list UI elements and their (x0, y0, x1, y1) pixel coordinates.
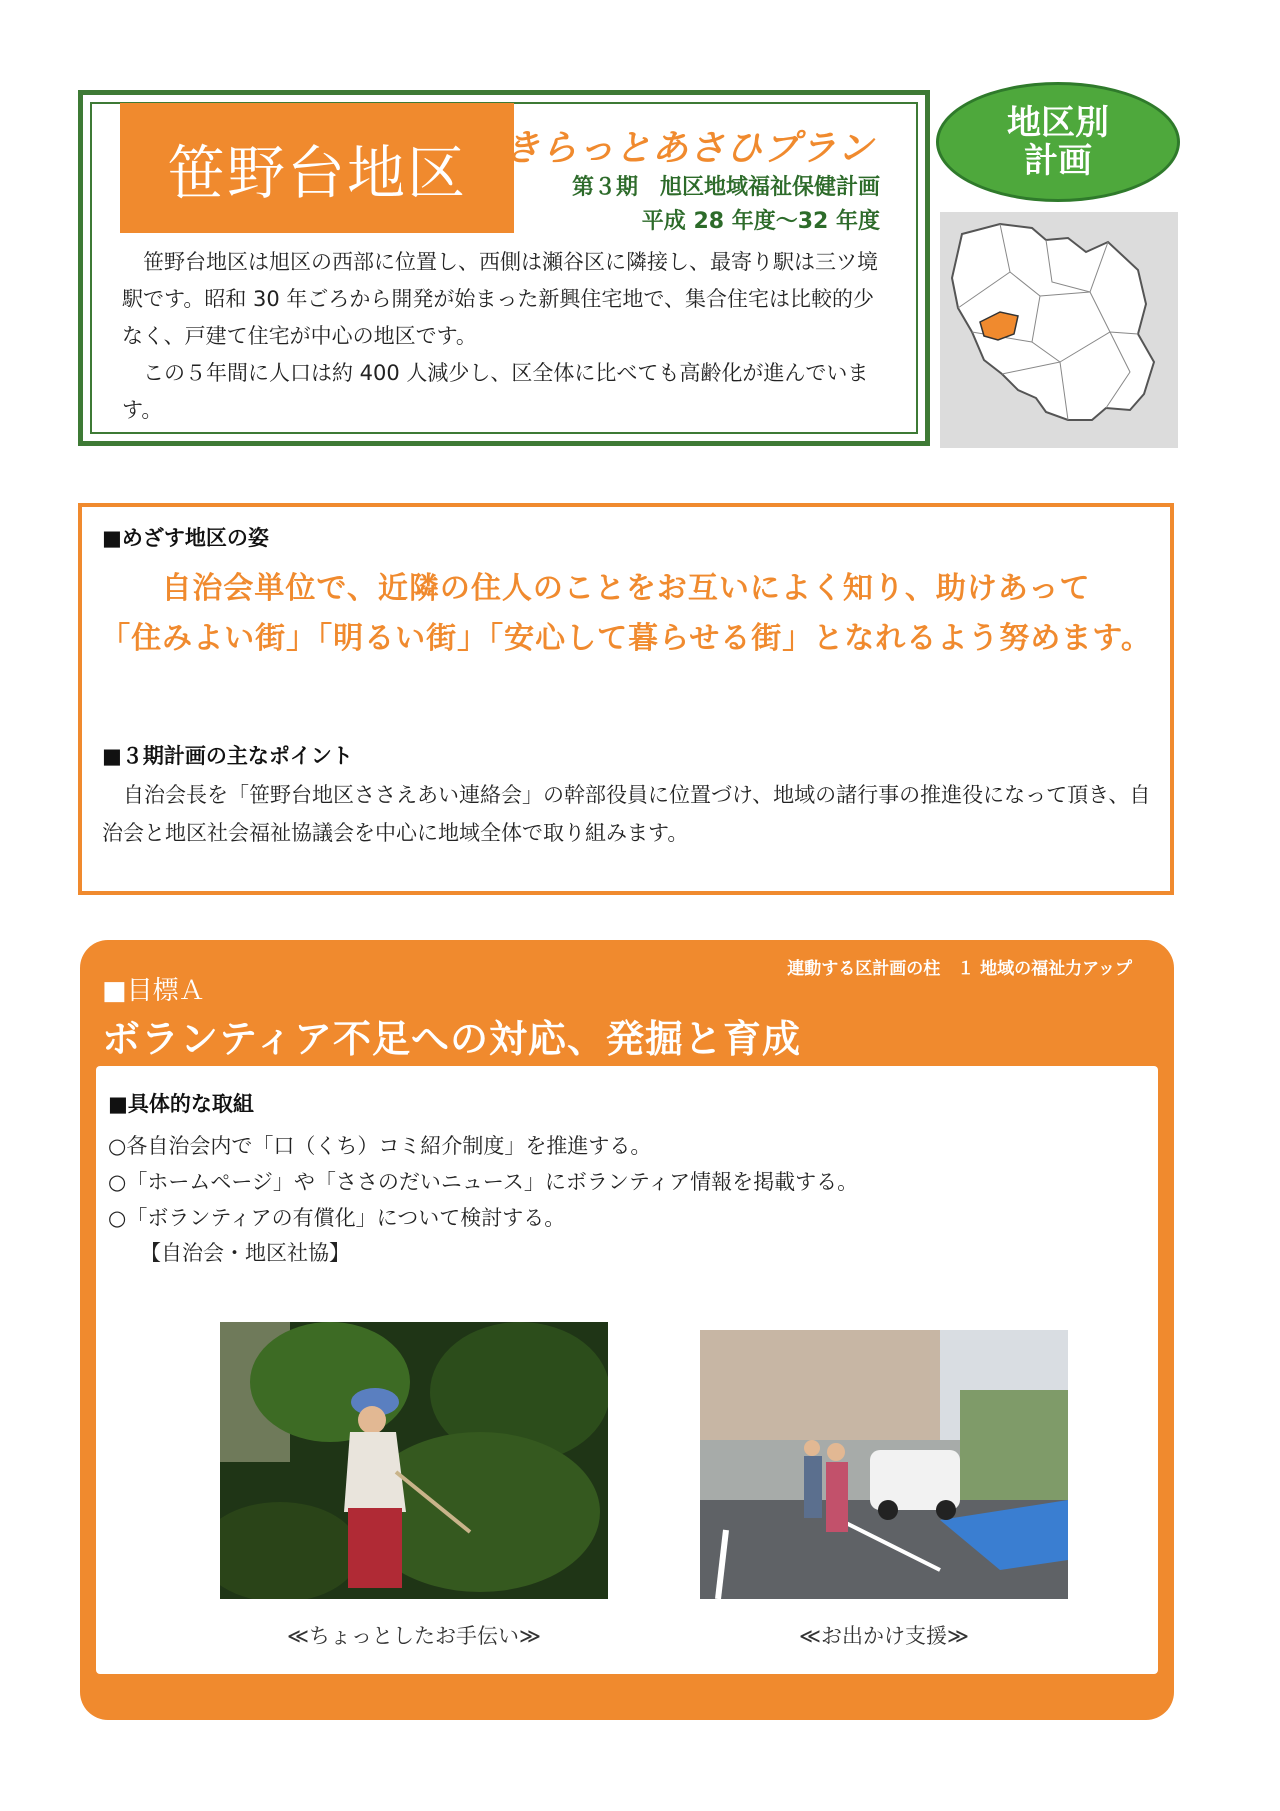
photo-caption: ≪お出かけ支援≫ (799, 1624, 969, 1648)
intro-paragraph: この５年間に人口は約 400 人減少し、区全体に比べても高齢化が進んでいます。 (122, 361, 869, 422)
intro-paragraph: 笹野台地区は旭区の西部に位置し、西側は瀬谷区に隣接し、最寄り駅は三ツ境駅です。昭和 30 年ごろから開発が始まった新興住宅地で、集合住宅は比較的少なく、戸建て住宅が中心の地区です。 (122, 250, 878, 348)
district-title-box (120, 103, 514, 233)
goal-label: ■目標Ａ (102, 976, 205, 1006)
list-item: ○「ボランティアの有償化」について検討する。 (108, 1206, 566, 1230)
vision-statement-line: 「住みよい街」「明るい街」「安心して暮らせる街」となれるよう努めます。 (100, 621, 1152, 656)
vision-heading: ■めざす地区の姿 (102, 526, 269, 550)
plan-points-text (102, 776, 1162, 852)
action-list (108, 1128, 1138, 1236)
outing-photo-icon (700, 1330, 1068, 1599)
list-item: ○各自治会内で「口（くち）コミ紹介制度」を推進する。 (108, 1134, 652, 1158)
goal-pillar-label: 連動する区計画の柱 １ 地域の福祉力アップ (787, 959, 1132, 979)
plan-points-heading: ■３期計画の主なポイント (102, 744, 353, 768)
plan-name: きらっとあさひプラン (503, 128, 874, 169)
district-map (940, 212, 1178, 448)
badge-line: 計画 (1024, 141, 1092, 181)
gardening-photo-icon (220, 1322, 608, 1599)
plan-points-paragraph: 自治会長を「笹野台地区ささえあい連絡会」の幹部役員に位置づけ、地域の諸行事の推進役になって頂き、自治会と地区社会福祉協議会を中心に地域全体で取り組みます。 (102, 783, 1151, 845)
list-item: ○「ホームページ」や「ささのだいニュース」にボランティア情報を掲載する。 (108, 1170, 859, 1194)
intro-text (122, 244, 882, 429)
photo-outing-support (700, 1330, 1068, 1599)
goal-title: ボランティア不足への対応、発掘と育成 (102, 1017, 801, 1061)
actions-heading: ■具体的な取組 (108, 1092, 254, 1116)
district-plan-badge (936, 82, 1180, 202)
photo-gardening (220, 1322, 608, 1599)
ward-map-icon (940, 212, 1178, 448)
photo-caption: ≪ちょっとしたお手伝い≫ (287, 1624, 541, 1648)
responsible-parties: 【自治会・地区社協】 (140, 1241, 350, 1265)
plan-period: 平成 28 年度〜32 年度 (641, 209, 880, 234)
district-title: 笹野台地区 (166, 139, 467, 207)
vision-statement-line: 自治会単位で、近隣の住人のことをお互いによく知り、助けあって (161, 571, 1091, 606)
plan-phase: 第３期 旭区地域福祉保健計画 (571, 175, 880, 200)
badge-line: 地区別 (1007, 103, 1109, 143)
